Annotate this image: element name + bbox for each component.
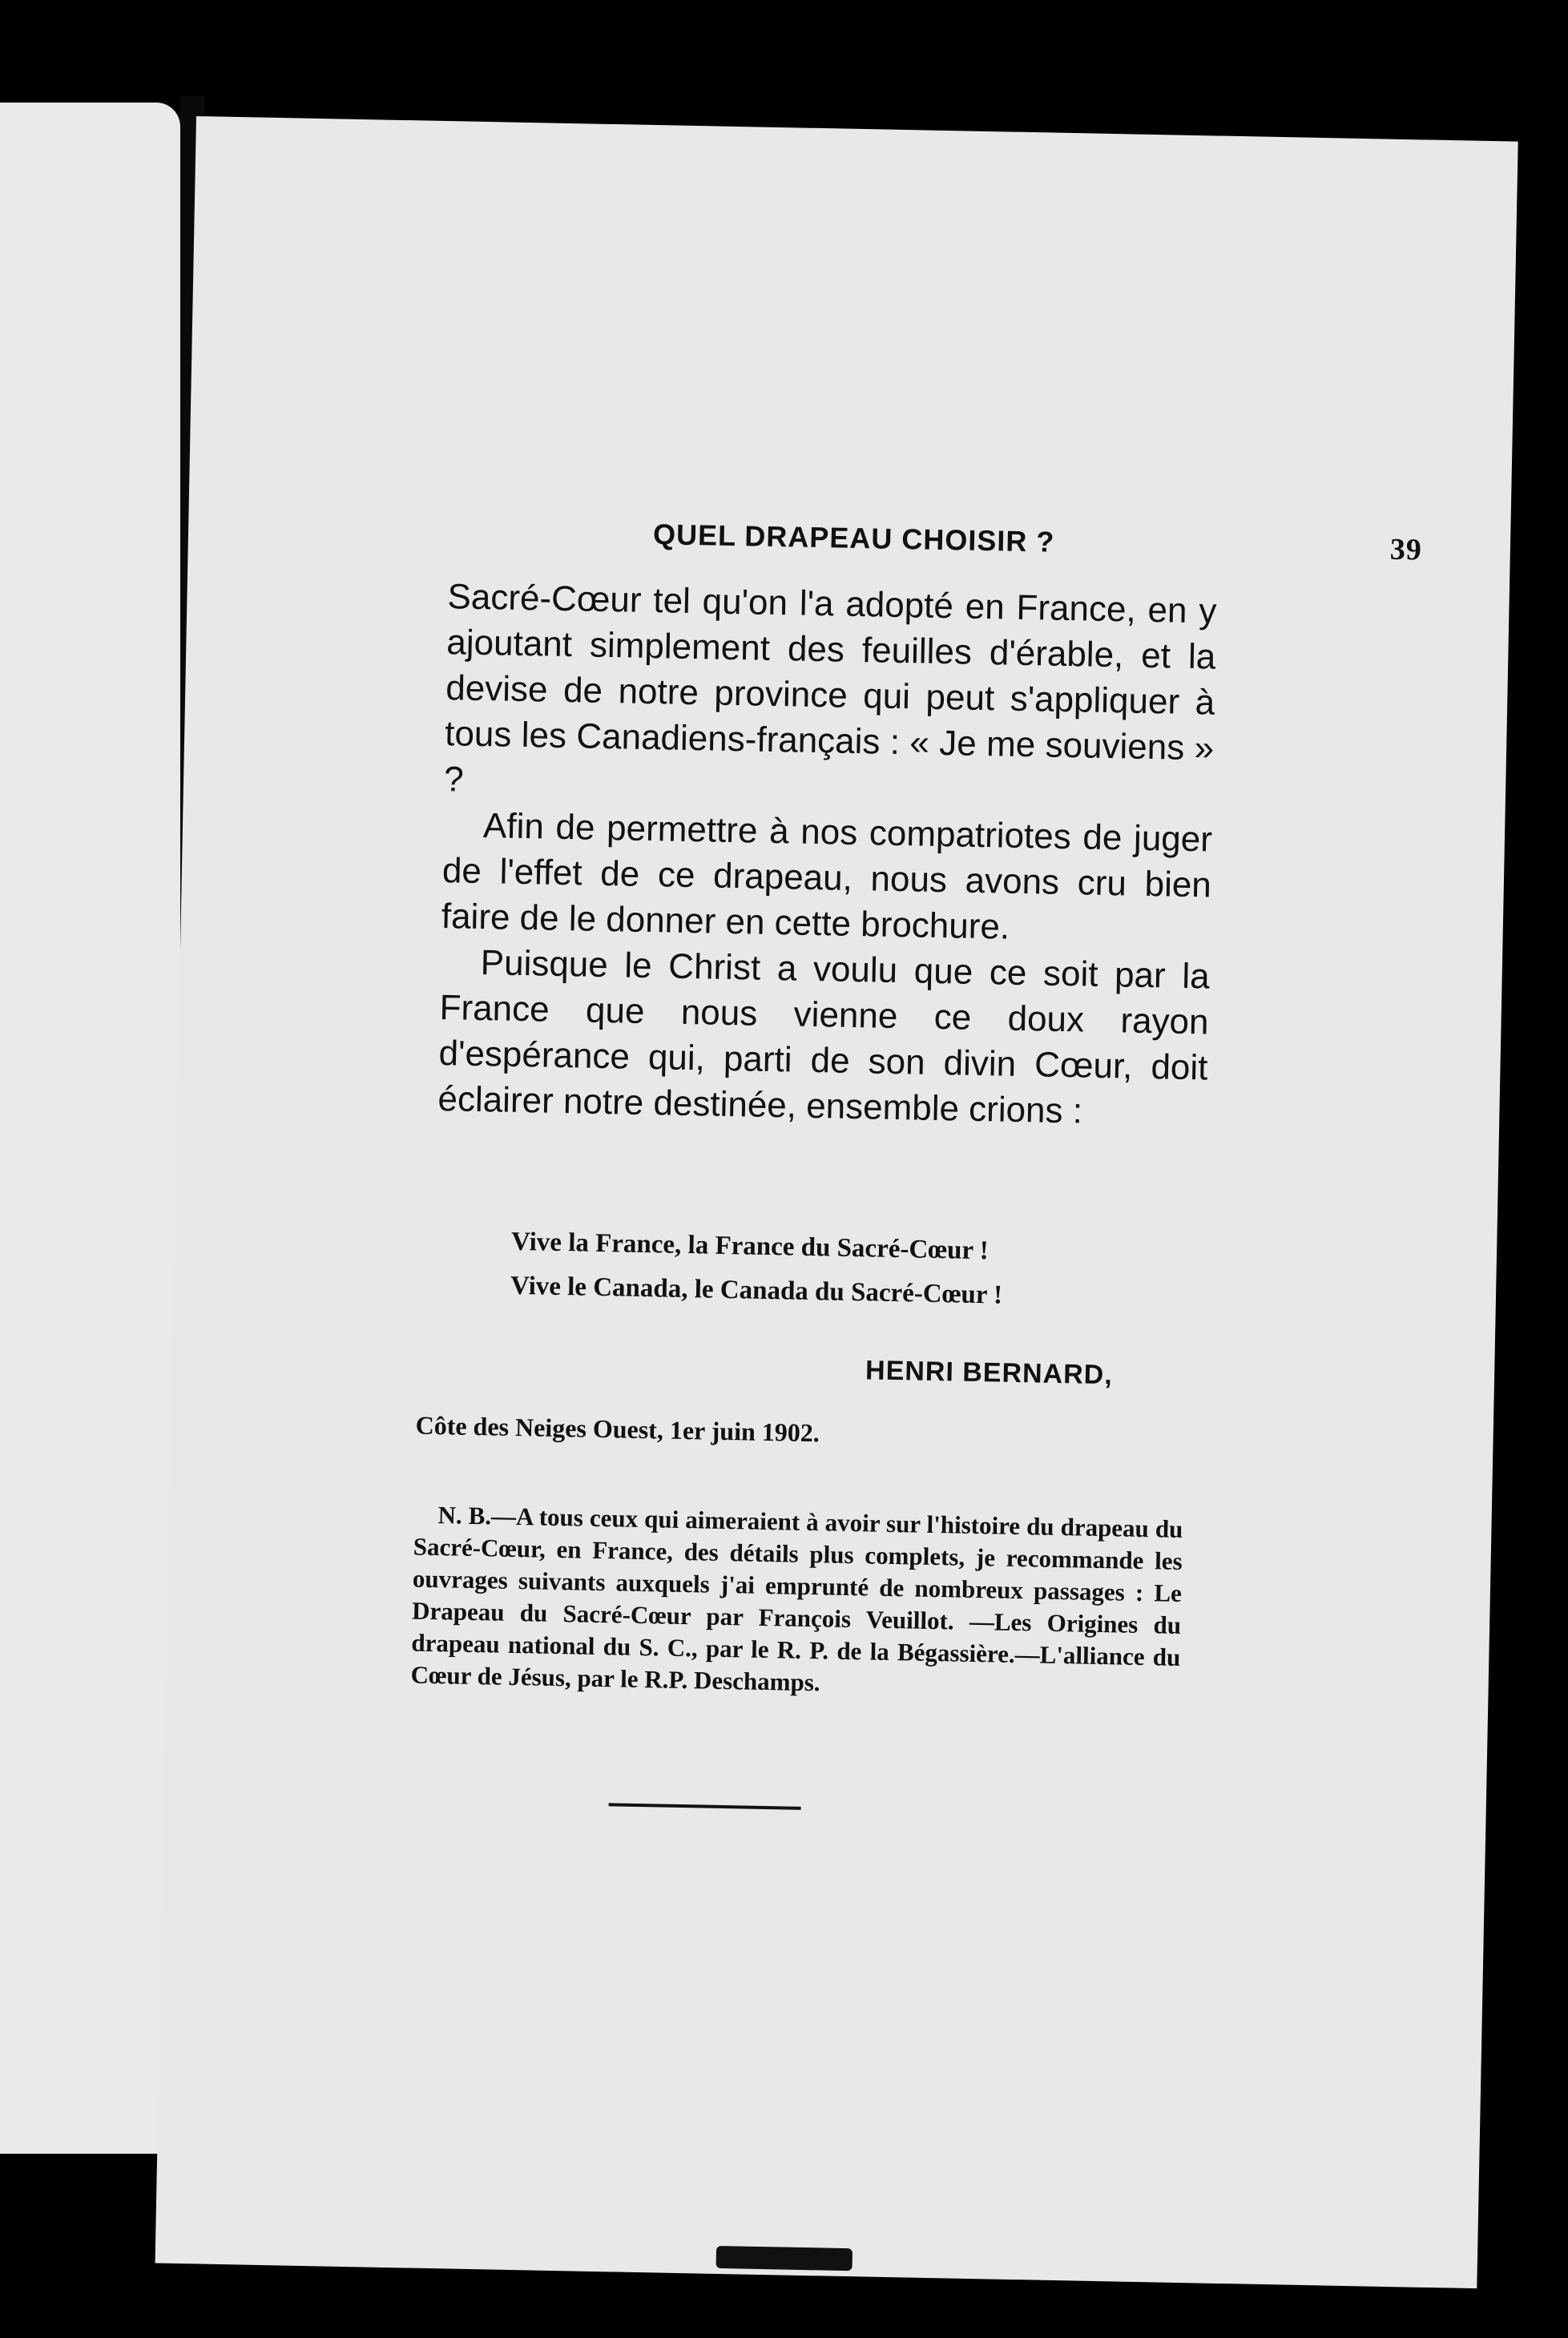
- page-tab-mark: [716, 2246, 853, 2271]
- facing-page-edge: [0, 103, 180, 2154]
- book-page: [155, 116, 1518, 2288]
- acclamation-france: Vive la France, la France du Sacré-Cœur !: [510, 1227, 990, 1266]
- paragraph-2: Afin de permettre à nos compatriotes de juger de l'effet de ce drapeau, nous avons cru bien faire de le donner en cette brochure.: [441, 806, 1213, 947]
- place-and-date: Côte des Neiges Ouest, 1er juin 1902.: [415, 1410, 820, 1448]
- paragraph-1: Sacré-Cœur tel qu'on l'a adopté en France, en y ajoutant simplement des feuilles d'érable, et la devise de notre province qui peut s'appliquer à tous les Canadiens-français : « Je me souviens » ?: [443, 577, 1217, 800]
- page-header: [652, 518, 1422, 580]
- author-signature: HENRI BERNARD,: [865, 1355, 1114, 1391]
- body-text: [437, 574, 1217, 1136]
- running-title: QUEL DRAPEAU CHOISIR ?: [652, 518, 1055, 558]
- paragraph-3: Puisque le Christ a voulu que ce soit par la France que nous vienne ce doux rayon d'espérance qui, parti de son divin Cœur, doit éclairer notre destinée, ensemble crions :: [437, 943, 1211, 1131]
- acclamations: [510, 1220, 1153, 1320]
- footnote: [410, 1499, 1183, 1706]
- footnote-text: N. B.—A tous ceux qui aimeraient à avoir sur l'histoire du drapeau du Sacré-Cœur, en France, des détails plus complets, je recommande les ouvrages suivants auxquels j'ai emprunté de nombreux passages : Le Drapeau du Sacré-Cœur par François Veuillot. —Les Origines du drapeau national du S. C., par le R. P. de la Bégassière.—L'alliance du Cœur de Jésus, par le R.P. Deschamps.: [410, 1501, 1183, 1697]
- page-number: 39: [1389, 532, 1423, 567]
- closing-rule: [609, 1803, 801, 1810]
- acclamation-canada: Vive le Canada, le Canada du Sacré-Cœur !: [510, 1271, 1003, 1310]
